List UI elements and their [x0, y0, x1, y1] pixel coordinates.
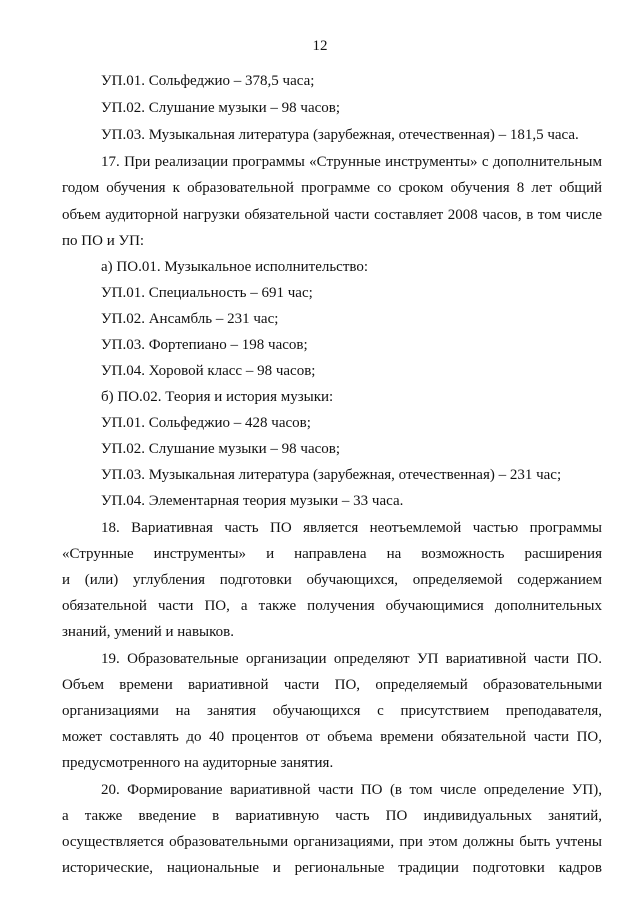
- list-item: УП.01. Специальность – 691 час;: [101, 285, 313, 301]
- list-heading: а) ПО.01. Музыкальное исполнительство:: [101, 259, 369, 275]
- paragraph-20-line: осуществляется образовательными организациями, при этом должны быть учтены: [62, 834, 602, 850]
- list-item: УП.02. Ансамбль – 231 час;: [101, 311, 279, 327]
- paragraph-17-line: объем аудиторной нагрузки обязательной части составляет 2008 часов, в том числе: [62, 207, 602, 223]
- list-item: УП.03. Музыкальная литература (зарубежная, отечественная) – 231 час;: [101, 467, 562, 483]
- paragraph-18-line: 18. Вариативная часть ПО является неотъемлемой частью программы: [101, 520, 602, 536]
- text-line: УП.02. Слушание музыки – 98 часов;: [101, 100, 341, 116]
- page-number: 12: [312, 38, 328, 54]
- paragraph-19-line: может составлять до 40 процентов от объема времени обязательной части ПО,: [62, 729, 602, 745]
- paragraph-20-line: а также введение в вариативную часть ПО индивидуальных занятий,: [62, 808, 602, 824]
- paragraph-17-line: 17. При реализации программы «Струнные инструменты» с дополнительным: [101, 154, 602, 170]
- paragraph-19-line: 19. Образовательные организации определяют УП вариативной части ПО.: [101, 651, 602, 667]
- paragraph-20-line: 20. Формирование вариативной части ПО (в том числе определение УП),: [101, 782, 602, 798]
- list-heading: б) ПО.02. Теория и история музыки:: [101, 389, 334, 405]
- paragraph-19-line: предусмотренного на аудиторные занятия.: [62, 755, 334, 771]
- list-item: УП.02. Слушание музыки – 98 часов;: [101, 441, 341, 457]
- paragraph-18-line: обязательной части ПО, а также получения обучающимися дополнительных: [62, 598, 602, 614]
- paragraph-18-line: «Струнные инструменты» и направлена на возможность расширения: [62, 546, 602, 562]
- text-line: УП.01. Сольфеджио – 378,5 часа;: [101, 73, 315, 89]
- text-line: УП.03. Музыкальная литература (зарубежная, отечественная) – 181,5 часа.: [101, 127, 579, 143]
- list-item: УП.04. Элементарная теория музыки – 33 часа.: [101, 493, 404, 509]
- list-item: УП.01. Сольфеджио – 428 часов;: [101, 415, 311, 431]
- paragraph-18-line: знаний, умений и навыков.: [62, 624, 234, 640]
- paragraph-18-line: и (или) углубления подготовки обучающихся, определяемой содержанием: [62, 572, 602, 588]
- paragraph-20-line: исторические, национальные и региональные традиции подготовки кадров: [62, 860, 602, 876]
- paragraph-17-line: по ПО и УП:: [62, 233, 145, 249]
- paragraph-17-line: годом обучения к образовательной программе со сроком обучения 8 лет общий: [62, 180, 602, 196]
- paragraph-19-line: Объем времени вариативной части ПО, определяемый образовательными: [62, 677, 602, 693]
- paragraph-19-line: организациями на занятия обучающихся с присутствием преподавателя,: [62, 703, 602, 719]
- list-item: УП.03. Фортепиано – 198 часов;: [101, 337, 308, 353]
- list-item: УП.04. Хоровой класс – 98 часов;: [101, 363, 316, 379]
